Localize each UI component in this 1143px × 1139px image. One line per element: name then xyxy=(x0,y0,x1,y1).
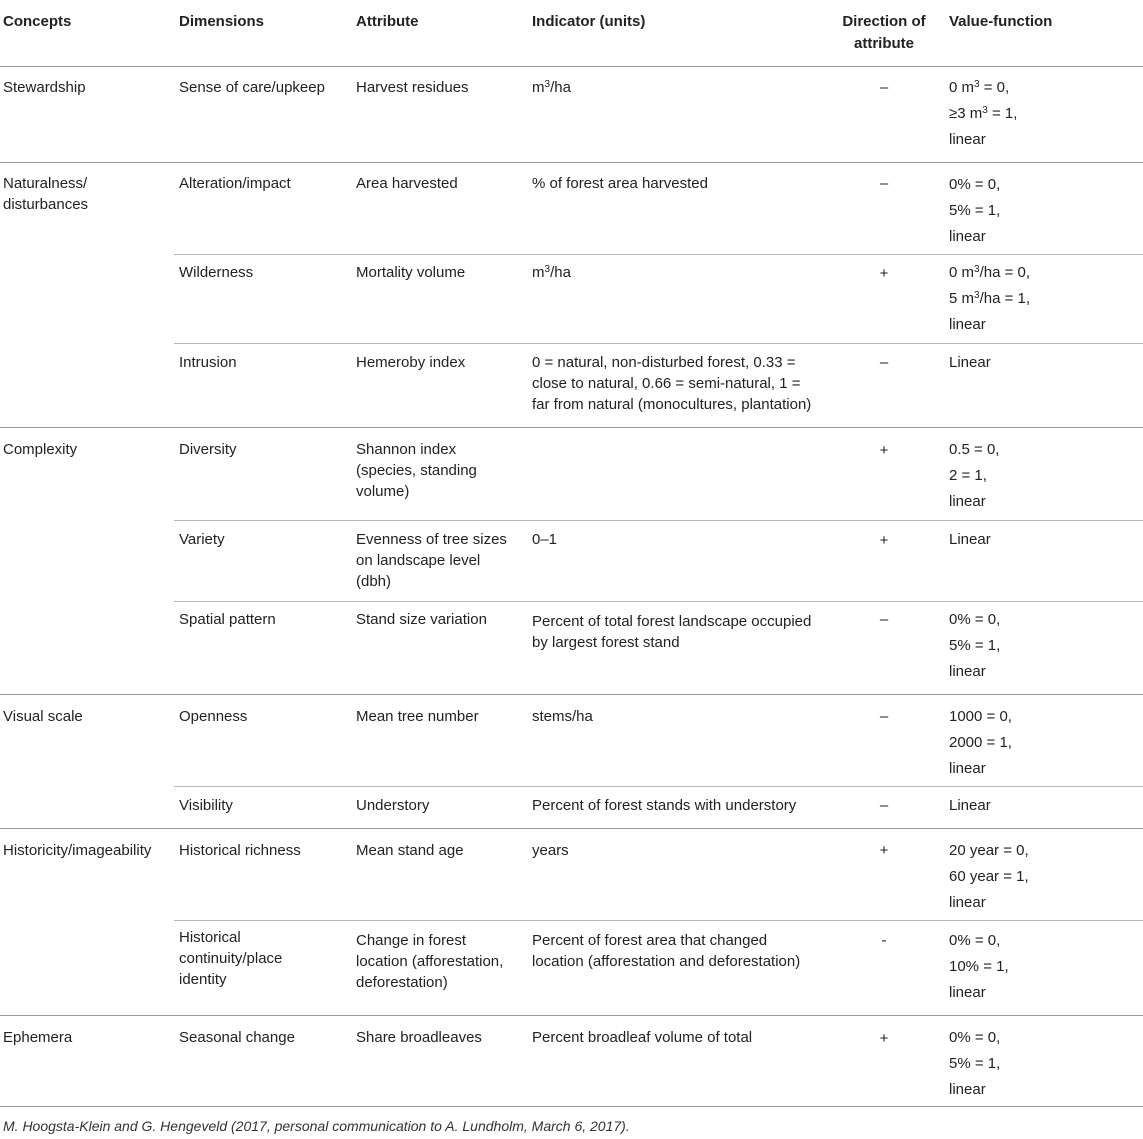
concept-cell xyxy=(3,439,77,460)
direction-cell: + xyxy=(879,442,889,459)
attribute-cell xyxy=(356,262,465,283)
value-line: 10% = 1, xyxy=(949,958,1009,975)
row-divider xyxy=(174,254,1143,255)
value-line: 5% = 1, xyxy=(949,1055,1001,1072)
attribute-cell xyxy=(356,1027,482,1048)
attribute-line: Mean stand age xyxy=(356,842,464,859)
indicator-cell xyxy=(532,706,593,727)
attribute-cell xyxy=(356,930,503,993)
value-line: 1000 = 0, xyxy=(949,708,1012,725)
dimension-cell xyxy=(179,927,282,990)
attribute-line: Harvest residues xyxy=(356,79,469,96)
header-dimensions: Dimensions xyxy=(179,13,265,30)
table-footnote: M. Hoogsta-Klein and G. Hengeveld (2017, personal communication to A. Lundholm, March 6, 2017). xyxy=(3,1118,630,1134)
indicator-cell xyxy=(532,352,811,415)
value-line: linear xyxy=(949,1081,986,1098)
direction-cell: – xyxy=(879,79,889,96)
indicator-cell xyxy=(532,173,708,194)
header-direction-line2: attribute xyxy=(854,35,914,52)
concept-line: Historicity/imageability xyxy=(3,842,152,859)
header-value-function: Value-function xyxy=(949,13,1053,30)
value-line: 2000 = 1, xyxy=(949,734,1012,751)
value-line: 60 year = 1, xyxy=(949,868,1029,885)
attribute-cell xyxy=(356,173,458,194)
dimension-line: Diversity xyxy=(179,441,237,458)
indicator-line: by largest forest stand xyxy=(532,634,680,651)
attribute-cell xyxy=(356,352,465,373)
value-function-cell xyxy=(949,928,1009,1006)
attribute-cell xyxy=(356,439,477,502)
attribute-line: Shannon index xyxy=(356,441,457,458)
attribute-line: Share broadleaves xyxy=(356,1029,482,1046)
value-function-cell xyxy=(949,838,1029,916)
value-line: linear xyxy=(949,228,986,245)
row-divider xyxy=(174,920,1143,921)
attribute-line: (species, standing xyxy=(356,462,477,479)
attribute-line: Hemeroby index xyxy=(356,354,466,371)
indicator-line: $m^3/ha$ xyxy=(532,264,571,281)
dimension-cell xyxy=(179,529,225,550)
value-line: Linear xyxy=(949,531,991,548)
table-group-naturalness xyxy=(0,163,1143,428)
value-function-cell xyxy=(949,75,1017,153)
indicator-line: location (afforestation and deforestation) xyxy=(532,953,801,970)
indicator-line: Percent broadleaf volume of total xyxy=(532,1029,753,1046)
value-function-cell xyxy=(949,607,1000,685)
value-line: 0 $m^3/ha = 0$, xyxy=(949,264,1031,281)
concept-cell xyxy=(3,840,151,861)
value-line: Linear xyxy=(949,354,991,371)
direction-cell: + xyxy=(879,842,889,859)
row-divider xyxy=(174,520,1143,521)
value-line: 0% = 0, xyxy=(949,932,1001,949)
indicator-line: stems/ha xyxy=(532,708,593,725)
value-line: linear xyxy=(949,984,986,1001)
header-indicator: Indicator (units) xyxy=(532,13,646,30)
value-line: 0.5 = 0, xyxy=(949,441,1000,458)
table-group-complexity xyxy=(0,428,1143,695)
value-function-cell xyxy=(949,1025,1000,1103)
concept-line: Stewardship xyxy=(3,79,86,96)
value-line: linear xyxy=(949,493,986,510)
value-line: 0% = 0, xyxy=(949,611,1001,628)
indicator-line: 0 = natural, non-disturbed forest, 0.33 = xyxy=(532,354,796,371)
value-line: Linear xyxy=(949,797,991,814)
attribute-line: deforestation) xyxy=(356,974,448,991)
direction-cell: + xyxy=(879,1030,889,1047)
indicator-line: Percent of total forest landscape occupied xyxy=(532,613,812,630)
value-line: linear xyxy=(949,894,986,911)
indicator-line: 0–1 xyxy=(532,531,558,548)
dimension-line: Spatial pattern xyxy=(179,611,276,628)
table-group-visual-scale xyxy=(0,695,1143,829)
value-function-cell xyxy=(949,260,1030,338)
dimension-cell xyxy=(179,706,247,727)
direction-cell: – xyxy=(879,611,889,628)
value-line: 20 year = 0, xyxy=(949,842,1029,859)
attribute-cell xyxy=(356,840,464,861)
attribute-line: location (afforestation, xyxy=(356,953,504,970)
attribute-cell xyxy=(356,77,469,98)
table-group-historicity xyxy=(0,829,1143,1016)
attribute-line: Mean tree number xyxy=(356,708,479,725)
value-line: 5% = 1, xyxy=(949,637,1001,654)
attribute-cell xyxy=(356,529,507,592)
indicator-line: close to natural, 0.66 = semi-natural, 1 = xyxy=(532,375,801,392)
indicator-line: $m^3/ha$ xyxy=(532,79,571,96)
dimension-line: Openness xyxy=(179,708,248,725)
value-line: ≥3 $m^3 = 1$, xyxy=(949,105,1018,122)
header-concepts: Concepts xyxy=(3,13,72,30)
direction-cell: – xyxy=(879,708,889,725)
dimension-line: Historical xyxy=(179,929,241,946)
dimension-line: continuity/place xyxy=(179,950,283,967)
value-line: 0% = 0, xyxy=(949,176,1001,193)
dimension-cell xyxy=(179,609,276,630)
concept-line: Visual scale xyxy=(3,708,83,725)
indicator-line: Percent of forest stands with understory xyxy=(532,797,797,814)
indicator-cell xyxy=(532,77,571,98)
value-line: linear xyxy=(949,663,986,680)
header-direction-line1: Direction of xyxy=(842,13,926,30)
value-function-cell xyxy=(949,795,991,816)
direction-cell: - xyxy=(881,932,887,949)
dimension-line: Historical richness xyxy=(179,842,301,859)
value-line: linear xyxy=(949,131,986,148)
row-divider xyxy=(174,343,1143,344)
value-line: linear xyxy=(949,760,986,777)
indicator-cell xyxy=(532,611,811,653)
direction-cell: – xyxy=(879,797,889,814)
value-function-cell xyxy=(949,529,991,550)
concept-line: Ephemera xyxy=(3,1029,73,1046)
direction-cell: – xyxy=(879,175,889,192)
attribute-line: on landscape level xyxy=(356,552,481,569)
table-group-ephemera xyxy=(0,1016,1143,1107)
dimension-line: Sense of care/upkeep xyxy=(179,79,325,96)
indicator-line: years xyxy=(532,842,569,859)
attribute-line: Mortality volume xyxy=(356,264,466,281)
indicator-line: Percent of forest area that changed xyxy=(532,932,768,949)
concept-cell xyxy=(3,173,88,215)
value-line: 5 $m^3/ha = 1$, xyxy=(949,290,1031,307)
header-direction xyxy=(840,11,928,55)
attribute-cell xyxy=(356,609,487,630)
concept-line: disturbances xyxy=(3,196,89,213)
dimension-line: identity xyxy=(179,971,227,988)
dimension-cell xyxy=(179,173,291,194)
table-group-stewardship xyxy=(0,67,1143,163)
dimension-cell xyxy=(179,262,253,283)
dimension-line: Variety xyxy=(179,531,225,548)
value-line: linear xyxy=(949,316,986,333)
dimension-line: Seasonal change xyxy=(179,1029,295,1046)
dimension-cell xyxy=(179,1027,295,1048)
attribute-cell xyxy=(356,795,429,816)
indicator-line: far from natural (monocultures, plantation) xyxy=(532,396,812,413)
indicator-cell xyxy=(532,795,796,816)
indicator-cell xyxy=(532,529,557,550)
concept-cell xyxy=(3,77,86,98)
row-divider xyxy=(174,786,1143,787)
concept-cell xyxy=(3,706,83,727)
dimension-line: Visibility xyxy=(179,797,233,814)
table-header xyxy=(0,0,1143,67)
indicator-cell xyxy=(532,840,569,861)
value-line: 0 $m^3 = 0$, xyxy=(949,79,1010,96)
attribute-line: volume) xyxy=(356,483,410,500)
attribute-line: Change in forest xyxy=(356,932,467,949)
value-line: 0% = 0, xyxy=(949,1029,1001,1046)
indicator-cell xyxy=(532,262,571,283)
dimension-cell xyxy=(179,840,301,861)
value-line: 5% = 1, xyxy=(949,202,1001,219)
value-function-cell xyxy=(949,704,1012,782)
indicator-cell xyxy=(532,1027,752,1048)
value-function-cell xyxy=(949,172,1000,250)
dimension-cell xyxy=(179,77,325,98)
dimension-cell xyxy=(179,352,237,373)
indicator-line: % of forest area harvested xyxy=(532,175,708,192)
attribute-line: Understory xyxy=(356,797,430,814)
dimension-line: Wilderness xyxy=(179,264,254,281)
dimension-line: Intrusion xyxy=(179,354,237,371)
direction-cell: – xyxy=(879,354,889,371)
dimension-cell xyxy=(179,439,237,460)
direction-cell: + xyxy=(879,265,889,282)
value-line: 2 = 1, xyxy=(949,467,987,484)
attribute-line: (dbh) xyxy=(356,573,392,590)
concept-cell xyxy=(3,1027,72,1048)
row-divider xyxy=(174,601,1143,602)
concept-line: Naturalness/ xyxy=(3,175,88,192)
attribute-line: Stand size variation xyxy=(356,611,487,628)
value-function-cell xyxy=(949,352,991,373)
attribute-line: Evenness of tree sizes xyxy=(356,531,507,548)
dimension-cell xyxy=(179,795,233,816)
header-attribute: Attribute xyxy=(356,13,419,30)
attribute-cell xyxy=(356,706,479,727)
indicator-cell xyxy=(532,930,800,972)
value-function-cell xyxy=(949,437,999,515)
dimension-line: Alteration/impact xyxy=(179,175,291,192)
concept-line: Complexity xyxy=(3,441,78,458)
direction-cell: + xyxy=(879,532,889,549)
attribute-line: Area harvested xyxy=(356,175,458,192)
